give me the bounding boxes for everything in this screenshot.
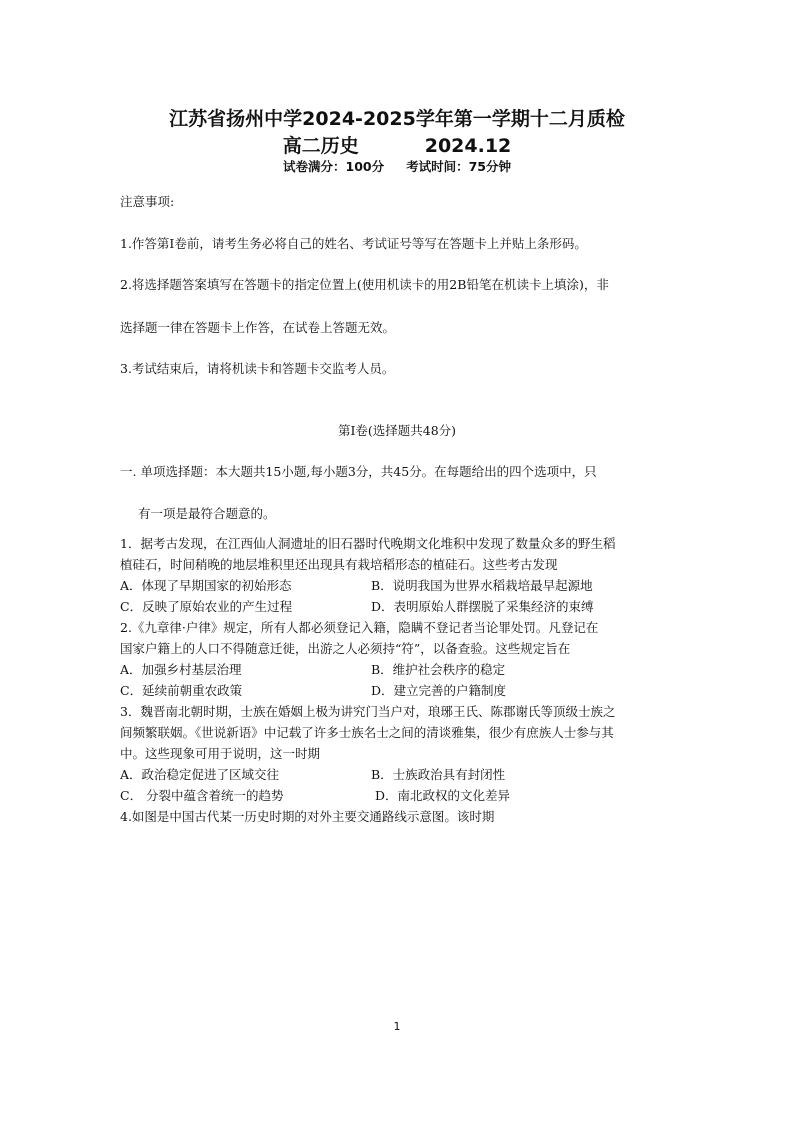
option-c: C． 分裂中蕴含着统一的趋势 <box>120 788 284 803</box>
option-c: C．延续前朝重农政策 <box>120 683 243 698</box>
option-b: B．士族政治具有封闭性 <box>371 767 506 782</box>
question-stem: 3．魏晋南北朝时期，士族在婚姻上极为讲究门当户对，琅琊王氏、陈郡谢氏等顶级士族之 <box>120 704 616 719</box>
page-number: 1 <box>393 1020 401 1033</box>
option-b: B．维护社会秩序的稳定 <box>371 662 506 677</box>
option-b: B．说明我国为世界水稻栽培最早起源地 <box>371 578 593 593</box>
question-stem: 2.《九章律·户律》规定，所有人都必须登记入籍，隐瞒不登记者当论罪处罚。凡登记在 <box>120 620 599 635</box>
option-c: C．反映了原始农业的产生过程 <box>120 599 293 614</box>
exam-title: 江苏省扬州中学2024-2025学年第一学期十二月质检 <box>169 108 625 130</box>
option-a: A．政治稳定促进了区域交往 <box>120 767 280 782</box>
question-stem: 植硅石，时间稍晚的地层堆积里还出现具有栽培稻形态的植硅石。这些考古发现 <box>120 557 558 572</box>
exam-subtitle <box>0 131 794 158</box>
option-d: D．南北政权的文化差异 <box>375 788 511 803</box>
section-instruction: 一. 单项选择题：本大题共15小题,每小题3分，共45分。在每题给出的四个选项中，只 <box>120 464 597 479</box>
question-stem: 间频繁联姻。《世说新语》中记载了许多士族名士之间的清谈雅集，很少有庶族人士参与其 <box>120 725 614 740</box>
full-score: 试卷满分：100分 <box>283 159 385 174</box>
notice-item: 1.作答第Ⅰ卷前，请考生务必将自己的姓名、考试证号等写在答题卡上并贴上条形码。 <box>120 236 587 251</box>
question-stem: 中。这些现象可用于说明，这一时期 <box>120 746 321 761</box>
option-d: D．建立完善的户籍制度 <box>371 683 507 698</box>
exam-date: 2024.12 <box>424 135 512 157</box>
section-instruction-cont: 有一项是最符合题意的。 <box>138 506 276 521</box>
question-stem: 1．据考古发现，在江西仙人洞遗址的旧石器时代晚期文化堆积中发现了数量众多的野生稻 <box>120 536 616 551</box>
notice-item: 2.将选择题答案填写在答题卡的指定位置上(使用机读卡的用2B铅笔在机读卡上填涂)，非 <box>120 277 609 292</box>
notice-item: 选择题一律在答题卡上作答，在试卷上答题无效。 <box>120 320 396 335</box>
question-stem: 国家户籍上的人口不得随意迁徙，出游之人必须持“符”，以备查验。这些规定旨在 <box>120 641 571 656</box>
option-a: A．体现了早期国家的初始形态 <box>120 578 292 593</box>
question-stem: 4.如图是中国古代某一历史时期的对外主要交通路线示意图。该时期 <box>120 809 495 824</box>
section-title: 第Ⅰ卷(选择题共48分) <box>337 423 457 438</box>
option-a: A．加强乡村基层治理 <box>120 662 242 677</box>
subject: 高二历史 <box>282 135 359 157</box>
option-d: D．表明原始人群摆脱了采集经济的束缚 <box>371 599 594 614</box>
notice-heading: 注意事项: <box>120 194 175 209</box>
exam-time: 考试时间：75分钟 <box>406 159 511 174</box>
notice-item: 3.考试结束后，请将机读卡和答题卡交监考人员。 <box>120 361 395 376</box>
exam-info <box>0 157 794 175</box>
